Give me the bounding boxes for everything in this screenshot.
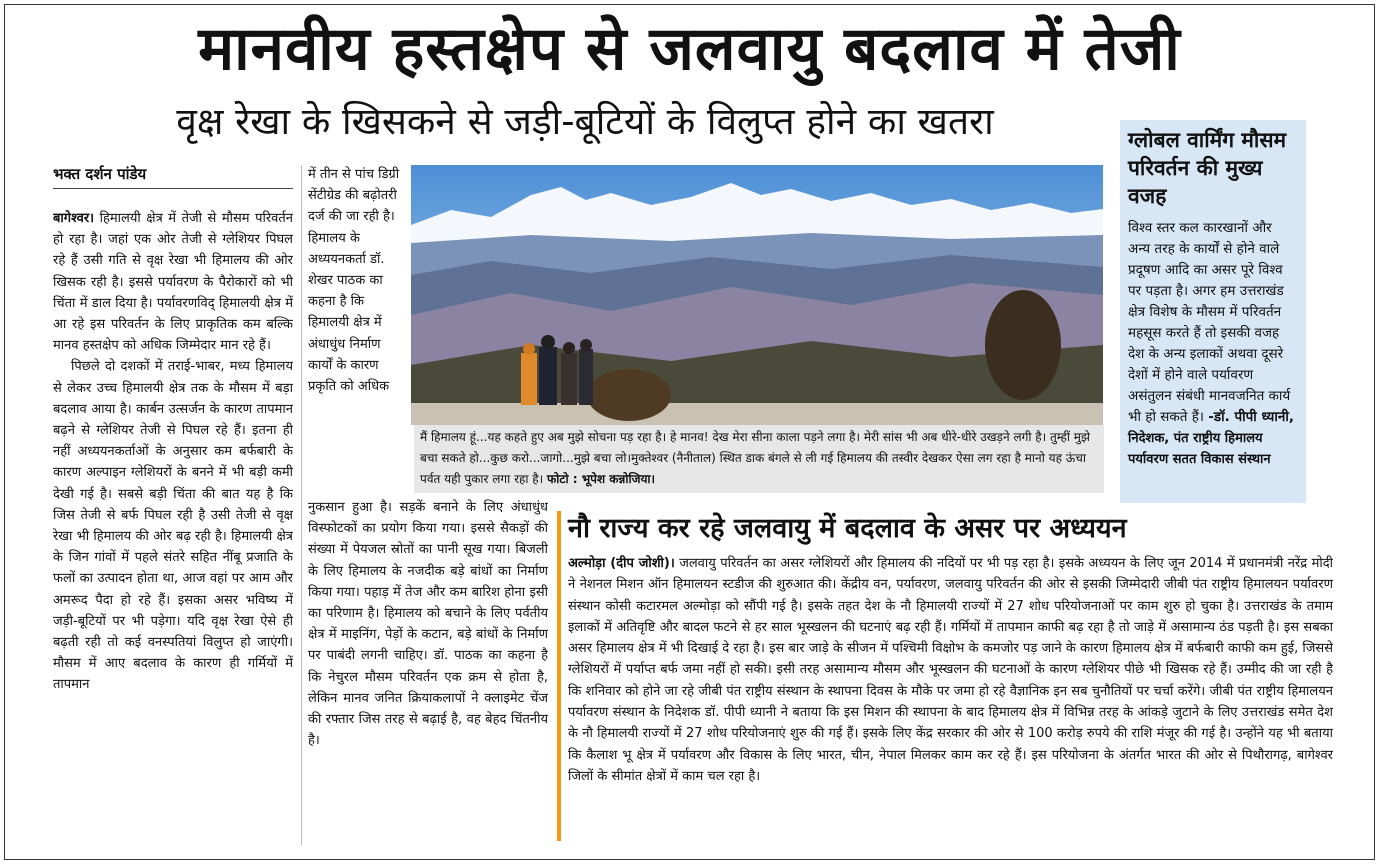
main-story-column-2-bottom: नुकसान हुआ है। सड़कें बनाने के लिए अंधाधुंध विस्फोटकों का प्रयोग किया गया। इससे सैकड़ों की संख्या में पेयजल स्रोतों का पानी सूख गया। बिजली के लिए हिमालय के नजदीक बड़े बांधों का निर्माण किया गया। पहाड़ में तेज और कम बारिश होना इसी का परिणाम है। हिमालय को बचाने के लिए पर्वतीय क्षेत्र में माइनिंग, पेड़ों के कटान, बड़े बांधों के निर्माण पर पाबंदी लगनी चाहिए। डॉ. पाठक का कहना है कि नेचुरल मौसम परिवर्तन एक क्रम से होता है, लेकिन मानव जनित क्रियाकलापों ने क्लाइमेट चेंज की रफ्तार जिस तरह से बढ़ाई है, वह बेहद चिंतनीय है।: [308, 500, 548, 749]
himalaya-photo: [411, 165, 1103, 425]
main-story-column-1: [53, 208, 293, 844]
story2-body: [568, 553, 1333, 845]
story2-title: नौ राज्य कर रहे जलवायु में बदलाव के असर पर अध्ययन: [568, 513, 1127, 544]
photo-caption: [414, 425, 1104, 493]
subheadline: वृक्ष रेखा के खिसकने से जड़ी-बूटियों के विलुप्त होने का खतरा: [176, 100, 994, 143]
story2-body-text: जलवायु परिवर्तन का असर ग्लेशियरों और हिमालय की नदियों पर भी पड़ रहा है। इसके अध्ययन के लिए जून 2014 में प्रधानमंत्री नरेंद्र मोदी ने नेशनल मिशन ऑन हिमालयन स्टडीज की शुरुआत की। केंद्रीय वन, पर्यावरण, जलवायु परिवर्तन की ओर से इसकी जिम्मेदारी जीबी पंत राष्ट्रीय हिमालयन पर्यावरण संस्थान कोसी कटारमल अल्मोड़ा को सौंपी गई है। इसके तहत देश के नौ हिमालयी राज्यों में 27 शोध परियोजनाओं पर काम शुरु हो चुका है। उत्तराखंड के तमाम इलाकों में अतिवृष्टि और बादल फटने से हर साल भूस्खलन की घटनाएं बढ़ रही हैं। गर्मियों में तापमान काफी बढ़ रहा है तो जाड़े में असामान्य ठंड पड़ती है। इस सबका असर हिमालय क्षेत्र में भी दिखाई दे रहा है। इस बार जाड़े के सीजन में पश्चिमी विक्षोभ के कमजोर पड़ जाने के कारण हिमालय क्षेत्र में बर्फबारी काफी कम हुई, जिससे ग्लेशियरों में पर्याप्त बर्फ जमा नहीं हो सकी। इसी तरह असामान्य मौसम और भूस्खलन की घटनाओं के कारण ग्लेशियर पीछे भी खिसक रहे हैं। उम्मीद की जा रही है कि शनिवार को होने जा रहे जीबी पंत राष्ट्रीय संस्थान के स्थापना दिवस के मौके पर जमा हो रहे वैज्ञानिक इन सब चुनौतियों पर चर्चा करेंगे। जीबी पंत राष्ट्रीय हिमालयन पर्यावरण संस्थान के निदेशक डॉ. पीपी ध्यानी ने बताया कि इस मिशन की स्थापना के बाद हिमालय क्षेत्र में विभिन्न तरह के आंकड़े जुटाने के लिए उत्तराखंड समेत देश के नौ हिमालयी राज्यों में 27 शोध परियोजनाएं शुरु की गई हैं। इसके लिए केंद्र सरकार की ओर से 100 करोड़ रुपये की राशि मंजूर की गई है। उन्होंने यह भी बताया कि कैलाश भू क्षेत्र में पर्यावरण और विकास के लिए भारत, चीन, नेपाल मिलकर काम कर रहे हैं। इस परियोजना के अंतर्गत भारत की ओर से पिथौरागढ़, बागेश्वर जिलों के सीमांत क्षेत्रों में काम चल रहा है।: [568, 556, 1333, 784]
main-story-column-2-top: में तीन से पांच डिग्री सेंटीग्रेड की बढ़ोतरी दर्ज की जा रही है। हिमालय के अध्ययनकर्ता डॉ. शेखर पाठक का कहना है कि हिमालयी क्षेत्र में अंधाधुंध निर्माण कार्यों के कारण प्रकृति को अधिक: [308, 167, 400, 395]
sidebar-body-text: विश्व स्तर कल कारखानों और अन्य तरह के कार्यों से होने वाले प्रदूषण आदि का असर पूरे विश्व पर पड़ता है। अगर हम उत्तराखंड क्षेत्र विशेष के मौसम में परिवर्तन महसूस करते हैं तो इसकी वजह देश के अन्य इलाकों अथवा दूसरे देशों में होने वाले पर्यावरण असंतुलन संबंधी मानवजनित कार्य भी हो सकते हैं।: [1128, 220, 1291, 425]
sidebar-title: ग्लोबल वार्मिंग मौसम परिवर्तन की मुख्य वजह: [1128, 128, 1287, 208]
main-story-dateline: बागेश्वर।: [53, 211, 95, 226]
headline: मानवीय हस्तक्षेप से जलवायु बदलाव में तेजी: [198, 14, 1181, 84]
main-story-para-1-text: हिमालयी क्षेत्र में तेजी से मौसम परिवर्तन हो रहा है। जहां एक ओर तेजी से ग्लेशियर पिघल रहे हैं उसी गति से वृक्ष रेखा भी हिमालय की ओर खिसक रही है। इससे पर्यावरण के पैरोकारों को भी चिंता में डाल दिया है। पर्यावरणविद् हिमालयी क्षेत्र में आ रहे इस परिवर्तन के लिए प्राकृतिक कम बल्कि मानव हस्तक्षेप को अधिक जिम्मेदार मान रहे हैं।: [53, 211, 293, 354]
sidebar-box: [1120, 120, 1306, 503]
newspaper-page: [4, 4, 1375, 860]
photo-credit: फोटो : भूपेश कन्नोजिया।: [547, 472, 656, 486]
main-story-para-2: पिछले दो दशकों में तराई-भाबर, मध्य हिमालय से लेकर उच्च हिमालयी क्षेत्र तक के मौसम में बड़ा बदलाव आया है। कार्बन उत्सर्जन के कारण तापमान बढ़ने से ग्लेशियर तेजी से पिघल रहे हैं। इतना ही नहीं अध्ययनकर्ताओं के अनुसार कम बर्फबारी के कारण अल्पाइन ग्लेशियरों के बनने में भी बड़ी कमी देखी गई है। सबसे बड़ी चिंता की बात यह है कि जिस तेजी से बर्फ पिघल रही है उसी तेजी से वृक्ष रेखा भी हिमालय की ओर बढ़ रही है। हिमालयी क्षेत्र के जिन गांवों में पहले संतरे सहित नींबू प्रजाति के फलों का उत्पादन होता था, आज वहां पर आम और अमरूद पैदा हो रहे हैं। इसका असर भविष्य में जड़ी-बूटियों पर भी पड़ेगा। यदि वृक्ष रेखा ऐसे ही बढ़ती रही तो कई वनस्पतियां विलुप्त हो जाएंगी। मौसम में आए बदलाव के कारण ही गर्मियों में तापमान: [53, 359, 293, 693]
main-story-para-1: [53, 208, 293, 356]
sidebar-author-role: निदेशक, पंत राष्ट्रीय हिमालय पर्यावरण सतत विकास संस्थान: [1128, 431, 1271, 467]
byline: भक्त दर्शन पांडेय: [53, 164, 293, 189]
column-divider: [301, 165, 302, 845]
story2-dateline: अल्मोड़ा (दीप जोशी)।: [568, 556, 675, 571]
sidebar-body: [1128, 218, 1298, 428]
story2-accent-bar: [557, 511, 561, 841]
sidebar-quote-author: -डॉ. पीपी ध्यानी,: [1208, 409, 1294, 425]
himalaya-photo-illustration: [411, 165, 1103, 425]
photo-caption-text: मैं हिमालय हूं...यह कहते हुए अब मुझे सोचना पड़ रहा है। हे मानव! देख मेरा सीना काला पड़ने लगा है। मेरी सांस भी अब धीरे-धीरे उखड़ने लगी है। तुम्हीं मुझे बचा सकते हो...कुछ करो...जागो...मुझे बचा लो।मुक्तेश्वर (नैनीताल) स्थित डाक बंगले से ली गई हिमालय की तस्वीर देखकर ऐसा लग रहा है मानो यह ऊंचा पर्वत यही पुकार लगा रहा है।: [420, 430, 1091, 486]
